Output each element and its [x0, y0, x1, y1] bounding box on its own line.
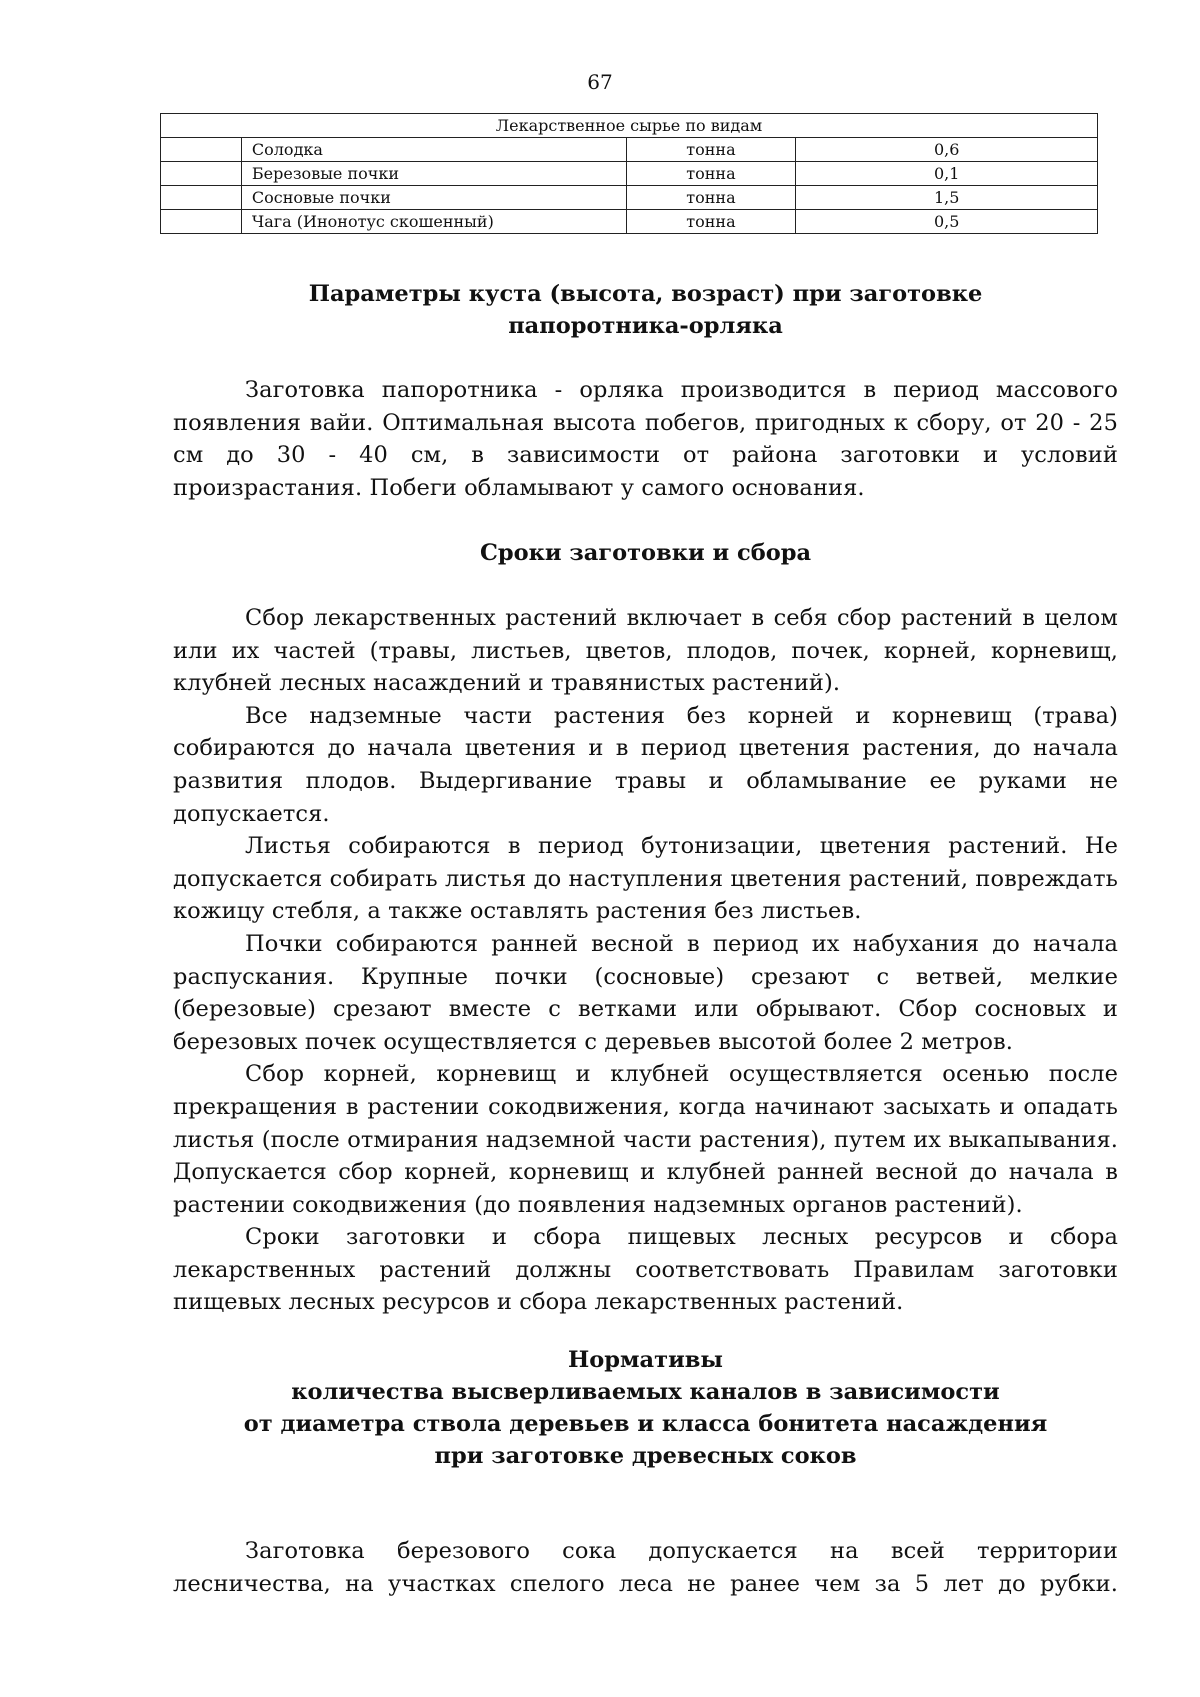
section-fern-body: [173, 374, 1118, 504]
table-cell-value: 0,5: [796, 210, 1098, 234]
table-cell-name: Сосновые почки: [241, 186, 626, 210]
section-heading-line: при заготовке древесных соков: [434, 1443, 857, 1469]
paragraph: Сбор корней, корневищ и клубней осуществляется осенью после прекращения в растении сокодвижения, когда начинают засыхать и опадать листья (после отмирания надземной части растения), путем их выкапывания. Допускается сбор корней, корневищ и клубней ранней весной до начала в растении сокодвижения (до появления надземных органов растений).: [173, 1061, 1118, 1218]
table-cell-number: [161, 162, 242, 186]
paragraph: Листья собираются в период бутонизации, цветения растений. Не допускается собирать листья до наступления цветения растений, повреждать кожицу стебля, а также оставлять растения без листьев.: [173, 833, 1118, 925]
table-cell-value: 1,5: [796, 186, 1098, 210]
section-terms-body: [173, 602, 1118, 1319]
paragraph: Все надземные части растения без корней и корневищ (трава) собираются до начала цветения и в период цветения растения, до начала развития плодов. Выдергивание травы и обламывание ее руками не допускается.: [173, 702, 1118, 827]
section-heading-line: от диаметра ствола деревьев и класса бонитета насаждения: [243, 1411, 1048, 1437]
paragraph: Заготовка папоротника - орляка производится в период массового появления вайи. Оптимальная высота побегов, пригодных к сбору, от 20 - 25 см до 30 - 40 см, в зависимости от района заготовки и условий произрастания. Побеги обламывают у самого основания.: [173, 377, 1118, 501]
section-norms-body: [173, 1535, 1118, 1600]
table-cell-name: Солодка: [241, 138, 626, 162]
section-norms-heading: [173, 1344, 1118, 1472]
section-heading-line: количества высверливаемых каналов в зависимости: [291, 1379, 1000, 1405]
resources-table: [160, 113, 1098, 234]
page-number: 67: [587, 70, 613, 94]
table-cell-name: Чага (Инонотус скошенный): [241, 210, 626, 234]
paragraph: Почки собираются ранней весной в период их набухания до начала распускания. Крупные почки (сосновые) срезают с ветвей, мелкие (березовые) срезают вместе с ветками или обрывают. Сбор сосновых и березовых почек осуществляется с деревьев высотой более 2 метров.: [173, 930, 1118, 1055]
table-row: [161, 162, 1098, 186]
table-row: [161, 186, 1098, 210]
section-heading-line: Параметры куста (высота, возраст) при заготовке: [308, 281, 983, 307]
table-cell-name: Березовые почки: [241, 162, 626, 186]
section-terms-heading: [173, 537, 1118, 569]
paragraph: Сбор лекарственных растений включает в себя сбор растений в целом или их частей (травы, листьев, цветов, плодов, почек, корней, корневищ, клубней лесных насаждений и травянистых растений).: [173, 605, 1118, 697]
table-row: [161, 210, 1098, 234]
table-cell-value: 0,1: [796, 162, 1098, 186]
table-section-title: Лекарственное сырье по видам: [161, 114, 1098, 138]
table-cell-number: [161, 186, 242, 210]
table-cell-unit: тонна: [626, 138, 796, 162]
section-fern-heading: [173, 278, 1118, 342]
table-cell-unit: тонна: [626, 186, 796, 210]
paragraph: Заготовка березового сока допускается на всей территории лесничества, на участках спелого леса не ранее чем за 5 лет до рубки.: [173, 1538, 1118, 1597]
table-cell-unit: тонна: [626, 210, 796, 234]
table-cell-number: [161, 138, 242, 162]
table-row: [161, 138, 1098, 162]
table-cell-number: [161, 210, 242, 234]
table-cell-value: 0,6: [796, 138, 1098, 162]
table-section-row: [161, 114, 1098, 138]
section-heading-line: Нормативы: [568, 1347, 723, 1373]
paragraph: Сроки заготовки и сбора пищевых лесных ресурсов и сбора лекарственных растений должны соответствовать Правилам заготовки пищевых лесных ресурсов и сбора лекарственных растений.: [173, 1224, 1118, 1316]
table-cell-unit: тонна: [626, 162, 796, 186]
section-heading-line: папоротника-орляка: [508, 313, 783, 339]
section-heading: Сроки заготовки и сбора: [479, 540, 812, 566]
